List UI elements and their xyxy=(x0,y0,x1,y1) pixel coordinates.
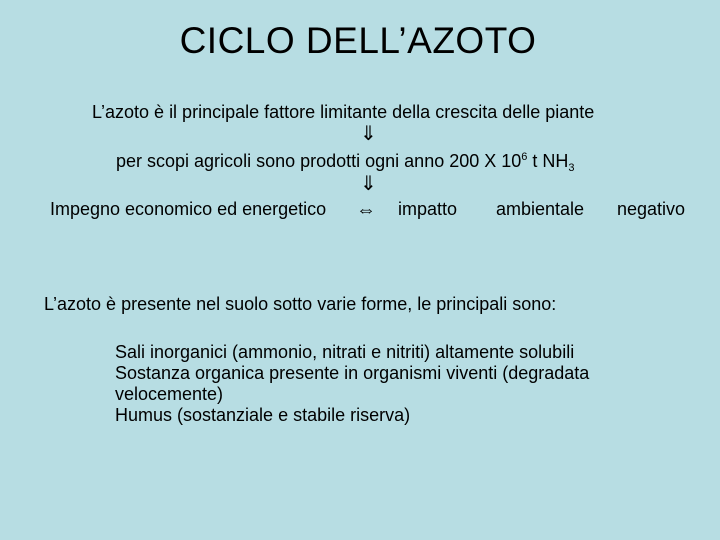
title-text: CICLO DELL’AZOTO xyxy=(179,20,537,61)
statement-forms: L’azoto è presente nel suolo sotto varie forme, le principali sono: xyxy=(44,294,557,314)
ambientale-text: ambientale xyxy=(496,199,585,219)
statement-production xyxy=(116,151,575,174)
statement-limiting-factor: L’azoto è il principale fattore limitante della crescita delle piante xyxy=(92,102,595,122)
list-item: Humus (sostanziale e stabile riserva) xyxy=(115,405,411,425)
forms-list xyxy=(115,342,589,426)
down-double-arrow-icon: ⇓ xyxy=(360,173,377,195)
list-item: Sostanza organica presente in organismi viventi (degradata xyxy=(115,363,590,383)
subscript: 3 xyxy=(568,162,575,174)
left-right-double-arrow-icon: ⇔ xyxy=(356,199,376,221)
down-double-arrow-icon: ⇓ xyxy=(360,123,377,145)
negativo-text: negativo xyxy=(617,199,686,219)
impatto-text: impatto xyxy=(398,199,458,219)
production-text: per scopi agricoli sono prodotti ogni anno 200 X 10 xyxy=(116,151,522,171)
exponent: 6 xyxy=(521,151,528,163)
impegno-text: Impegno economico ed energetico xyxy=(50,199,327,219)
list-item: Sali inorganici (ammonio, nitrati e nitriti) altamente solubili xyxy=(115,342,575,362)
page-title xyxy=(0,20,720,62)
production-unit: t NH xyxy=(527,151,569,171)
list-item: velocemente) xyxy=(115,384,224,404)
